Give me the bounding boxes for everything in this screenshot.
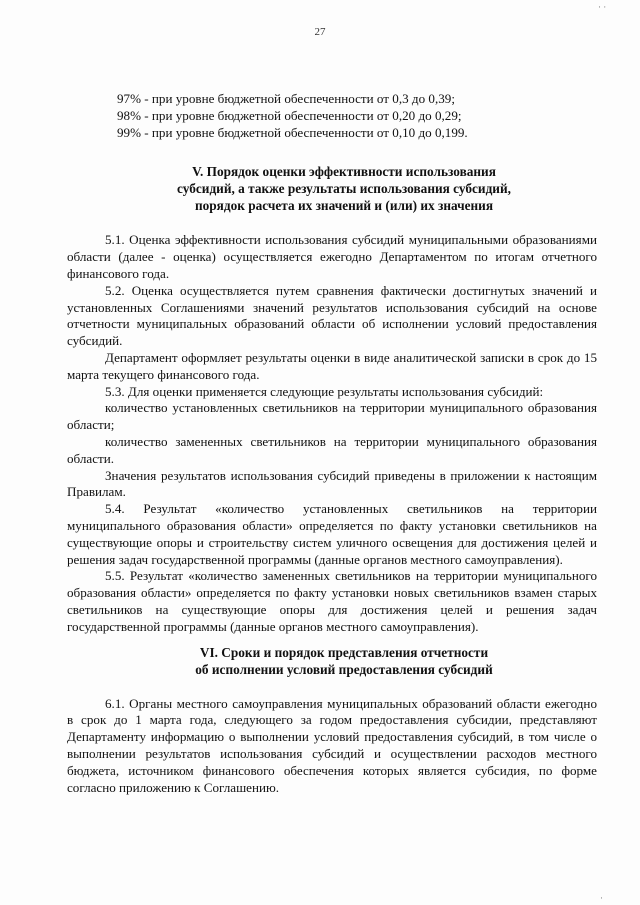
rate-list	[117, 91, 597, 141]
paragraph-5-1: 5.1. Оценка эффективности использования субсидий муниципальными образованиями области (далее - оценка) осуществляется ежегодно Департаментом по итогам отчетного финансового года.	[67, 232, 597, 281]
scan-artifact-mark: · ·	[598, 2, 607, 12]
rate-line: 98% - при уровне бюджетной обеспеченности от 0,20 до 0,29;	[117, 107, 462, 123]
paragraph-5-2: 5.2. Оценка осуществляется путем сравнения фактически достигнутых значений и установленных Соглашениями значений результатов использования субсидий на основе отчетности муниципальных образований области об исполнении условий предоставления субсидий.	[67, 282, 597, 349]
page-content	[67, 91, 597, 796]
paragraph-5-3: 5.3. Для оценки применяется следующие результаты использования субсидий:	[105, 383, 544, 399]
paragraph-6-1: 6.1. Органы местного самоуправления муниципальных образований области ежегодно в срок до 1 марта года, следующего за годом предоставления субсидии, представляют Департаменту информацию о выполнении условий предоставления субсидий, в том числе о выполнении результатов использования субсидий и осуществлении расходов местного бюджета, источником финансового обеспечения которых является субсидия, по форме согласно приложению к Соглашению.	[67, 695, 597, 795]
section-title-line: VI. Сроки и порядок представления отчетности	[199, 644, 489, 660]
paragraph-replaced-lamps: количество замененных светильников на территории муниципального образования области.	[67, 433, 597, 466]
paragraph-installed-lamps: количество установленных светильников на территории муниципального образования области;	[67, 400, 597, 433]
paragraph-values-appendix: Значения результатов использования субсидий приведены в приложении к настоящим Правилам.	[67, 467, 597, 500]
section-title-line: V. Порядок оценки эффективности использования	[192, 164, 496, 180]
section-6-title	[67, 644, 597, 678]
rate-line: 97% - при уровне бюджетной обеспеченности от 0,3 до 0,39;	[117, 91, 455, 106]
section-5-title	[67, 163, 597, 214]
page-number: 27	[314, 26, 326, 38]
rate-line: 99% - при уровне бюджетной обеспеченности от 0,10 до 0,199.	[117, 124, 468, 140]
section-title-line: субсидий, а также результаты использования субсидий,	[177, 181, 511, 197]
section-5-body	[67, 232, 597, 635]
paragraph-5-5: 5.5. Результат «количество замененных светильников на территории муниципального образования области» определяется по факту установки новых светильников взамен старых светильников на существующие опоры для достижения целей и решения задач государственной программы (данные органов местного самоуправления).	[67, 568, 597, 634]
section-6-body	[67, 696, 597, 797]
section-title-line: порядок расчета их значений и (или) их значения	[194, 198, 494, 214]
paragraph-department-report: Департамент оформляет результаты оценки в виде аналитической записки в срок до 15 марта текущего финансового года.	[67, 349, 597, 382]
scan-artifact-mark: ·	[600, 893, 603, 903]
section-title-line: об исполнении условий предоставления субсидий	[195, 661, 493, 677]
paragraph-5-4: 5.4. Результат «количество установленных светильников на территории муниципального образования области» определяется по факту установки светильников на существующие опоры и строительству систем уличного освещения для достижения целей и решения задач государственной программы (данные органов местного самоуправления).	[67, 501, 597, 567]
